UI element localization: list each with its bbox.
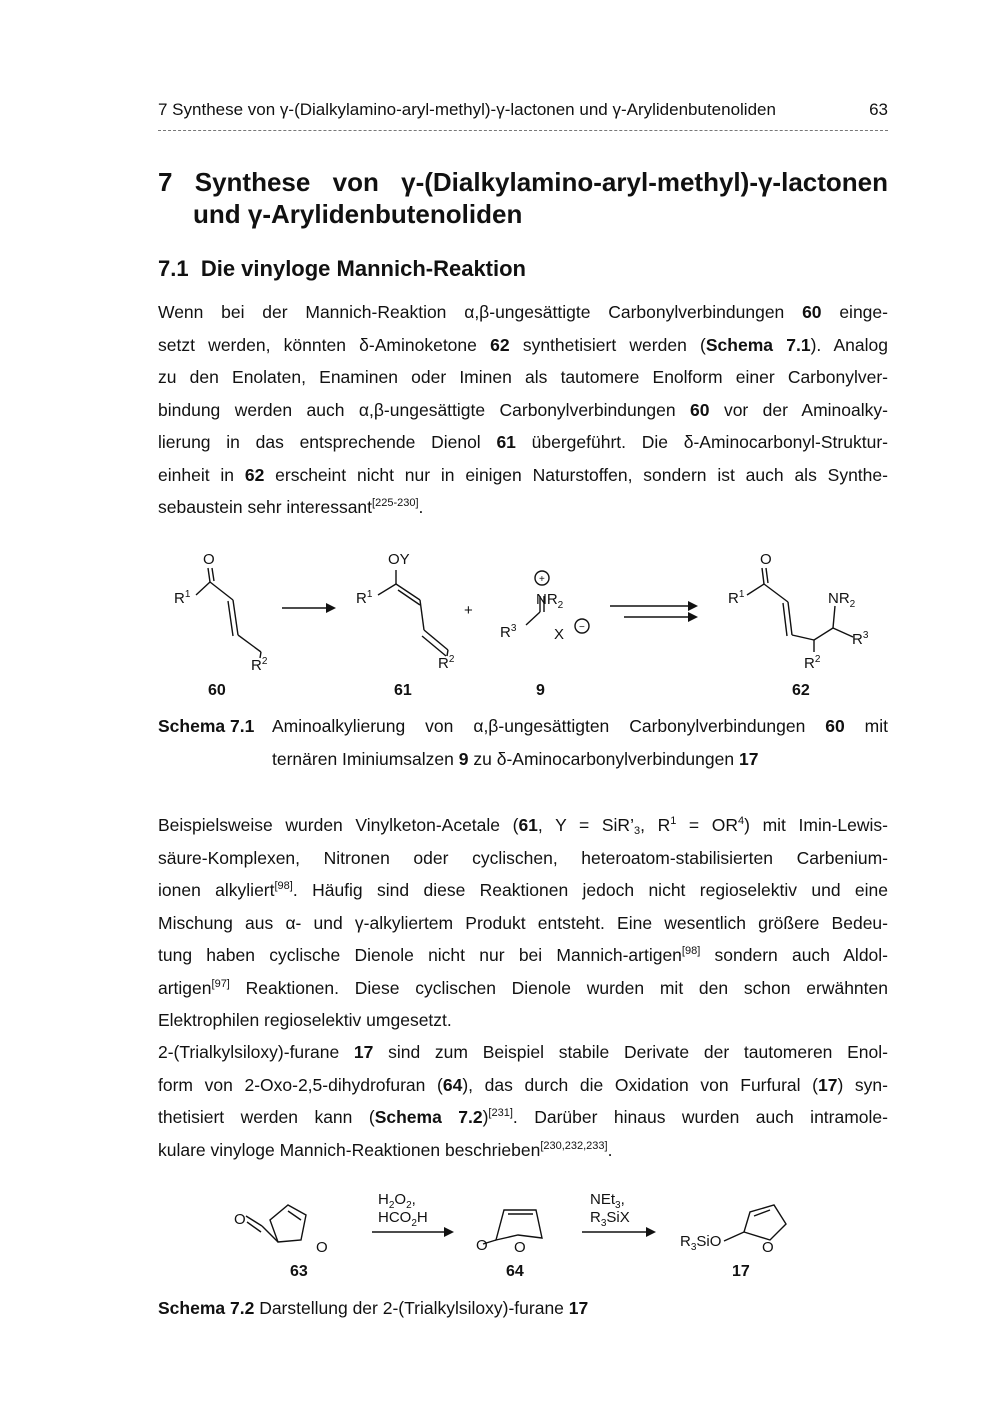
- p2-line-7: Elektrophilen regioselektiv umgesetzt.: [158, 1010, 452, 1030]
- page-number: 63: [869, 100, 888, 119]
- scheme-7-2: [158, 1180, 888, 1290]
- atom-OY-61: OY: [388, 551, 410, 568]
- p3-line-3: thetisiert werden kann (Schema 7.2)[231]. Darüber hinaus wurden auch intramole-: [158, 1107, 888, 1127]
- citation: [225-230]: [372, 497, 419, 509]
- p2-line-5: tung haben cyclische Dienole nicht nur bei Mannich-artigen[98] sondern auch Aldol-: [158, 945, 888, 965]
- paragraph-2: [158, 809, 888, 1037]
- citation: [97]: [211, 977, 230, 990]
- citation: [98]: [681, 945, 701, 957]
- atom-R3-9: $R^3$: [500, 623, 517, 641]
- p3-line-4: kulare vinyloge Mannich-Reaktionen beschrieben[230,232,233].: [158, 1139, 613, 1160]
- p2-line-2: säure-Komplexen, Nitronen oder cyclischen, heteroatom-stabilisierten Carbenium-: [158, 847, 888, 868]
- p3-line-1: 2-(Trialkylsiloxy)-furane 17 sind zum Beispiel stabile Derivate der tautomeren Enol-: [158, 1042, 888, 1062]
- p3-line-2: form von 2-Oxo-2,5-dihydrofuran (64), das durch die Oxidation von Furfural (17) syn-: [158, 1074, 888, 1095]
- atom-O-aldehyde: O: [234, 1211, 246, 1228]
- section-number: 7.1: [158, 256, 189, 281]
- citation: [98]: [274, 880, 293, 892]
- atom-R2-61: $R^2$: [438, 654, 455, 672]
- compound-63: 63: [290, 1263, 308, 1280]
- schema-7-2-ref: Schema 7.2: [374, 1107, 483, 1127]
- charge-plus: +: [539, 574, 545, 585]
- atom-NR2-9: $NR_2$: [536, 591, 564, 611]
- chapter-title-word-2: von: [332, 167, 379, 197]
- atom-O-62: O: [760, 551, 772, 568]
- p1-line-6: einheit in 62 erscheint nicht nur in einigen Naturstoffen, sondern ist auch als Synthe-: [158, 464, 888, 485]
- chapter-title-line-2: und γ-Arylidenbutenoliden: [193, 199, 523, 229]
- reagent-h2o2: $H_2O_2$,: [378, 1191, 416, 1211]
- p1-line-5: lierung in das entsprechende Dienol 61 übergeführt. Die δ-Aminocarbonyl-Struktur-: [158, 432, 888, 452]
- compound-62: 62: [792, 682, 810, 699]
- citation: [230,232,233]: [540, 1139, 608, 1152]
- charge-minus: −: [579, 622, 585, 633]
- reagent-hco2h: $HCO_2H$: [378, 1209, 428, 1229]
- chapter-heading: [158, 166, 888, 230]
- plus-sign: +: [464, 602, 473, 619]
- chapter-title-word-1: Synthese: [194, 167, 311, 197]
- atom-NR2-62: $NR_2$: [828, 590, 856, 610]
- compound-61: 61: [394, 682, 412, 699]
- caption-schema-7-1: Schema 7.1 Aminoalkylierung von α,β-ungesättigten Carbonylverbindungen 60 mit ternären Iminiumsalzen 9 zu δ-Aminocarbonylverbindungen 17: [158, 710, 888, 775]
- atom-O-60: O: [203, 551, 215, 568]
- compound-9: 9: [536, 682, 545, 699]
- atom-R1-60: $R^1$: [174, 589, 191, 607]
- scheme-7-2-drawing: [158, 1180, 888, 1290]
- p1-line-4: bindung werden auch α,β-ungesättigte Carbonylverbindungen 60 vor der Aminoalky-: [158, 399, 888, 420]
- p2-line-4: Mischung aus α- und γ-alkyliertem Produkt entsteht. Eine wesentlich größere Bedeu-: [158, 912, 888, 933]
- p1-line-1: Wenn bei der Mannich-Reaktion α,β-ungesättigte Carbonylverbindungen 60 einge-: [158, 302, 888, 322]
- paragraph-3: [158, 1036, 888, 1166]
- atom-R2-60: $R^2$: [251, 656, 268, 674]
- section-heading: [158, 256, 526, 282]
- p1-line-7: sebaustein sehr interessant[225-230].: [158, 497, 424, 517]
- compound-60: 60: [208, 682, 226, 699]
- scheme-7-1-drawing: [158, 540, 888, 705]
- caption-2-label: Schema 7.2: [158, 1298, 255, 1318]
- atom-R3-62: $R^3$: [852, 630, 869, 648]
- running-title: 7 Synthese von γ-(Dialkylamino-aryl-methyl)-γ-lactonen und γ-Arylidenbutenoliden: [158, 100, 776, 119]
- atom-R2-62: $R^2$: [804, 654, 821, 672]
- atom-O-ring-63: O: [316, 1239, 328, 1256]
- running-head: [158, 100, 888, 120]
- scheme-7-1: [158, 540, 888, 705]
- atom-O-ring-64: O: [514, 1239, 526, 1256]
- p2-line-1: Beispielsweise wurden Vinylketon-Acetale (61, $Y = SiR’_3$, $R^1 = OR^4$) mit Imin-Lewis-: [158, 815, 888, 837]
- header-rule: [158, 130, 888, 131]
- atom-R3SiO: $R_3SiO$: [680, 1233, 722, 1253]
- atom-O-ring-17: O: [762, 1239, 774, 1256]
- caption-1-label: Schema 7.1: [158, 716, 255, 736]
- atom-R1-62: $R^1$: [728, 589, 745, 607]
- chapter-title-word-3: γ-(Dialkylamino-aryl-methyl)-γ-lactonen: [401, 167, 888, 197]
- p2-line-6: artigen[97] Reaktionen. Diese cyclischen Dienole wurden mit den schon erwähnten: [158, 977, 888, 998]
- atom-X-9: X: [554, 626, 565, 643]
- paragraph-1: [158, 296, 888, 524]
- compound-17: 17: [732, 1263, 750, 1280]
- caption-schema-7-2: Schema 7.2 Darstellung der 2-(Trialkylsiloxy)-furane 17: [158, 1298, 589, 1318]
- section-title: Die vinyloge Mannich-Reaktion: [200, 256, 526, 281]
- citation: [231]: [488, 1107, 513, 1119]
- p1-line-2: setzt werden, könnten δ-Aminoketone 62 synthetisiert werden (Schema 7.1). Analog: [158, 334, 889, 355]
- atom-O-carbonyl-64: O: [476, 1237, 488, 1254]
- p1-line-3: zu den Enolaten, Enaminen oder Iminen als tautomere Enolform einer Carbonylver-: [158, 367, 888, 387]
- schema-7-1-ref: Schema 7.1: [705, 334, 811, 355]
- reagent-net3: NEt$_3$,: [590, 1191, 625, 1211]
- chapter-number: 7: [158, 167, 173, 197]
- compound-64: 64: [506, 1263, 524, 1280]
- reagent-r3six: $R_3SiX$: [590, 1209, 630, 1229]
- p2-line-3: ionen alkyliert[98]. Häufig sind diese Reaktionen jedoch nicht regioselektiv und eine: [158, 880, 889, 900]
- atom-R1-61: $R^1$: [356, 589, 373, 607]
